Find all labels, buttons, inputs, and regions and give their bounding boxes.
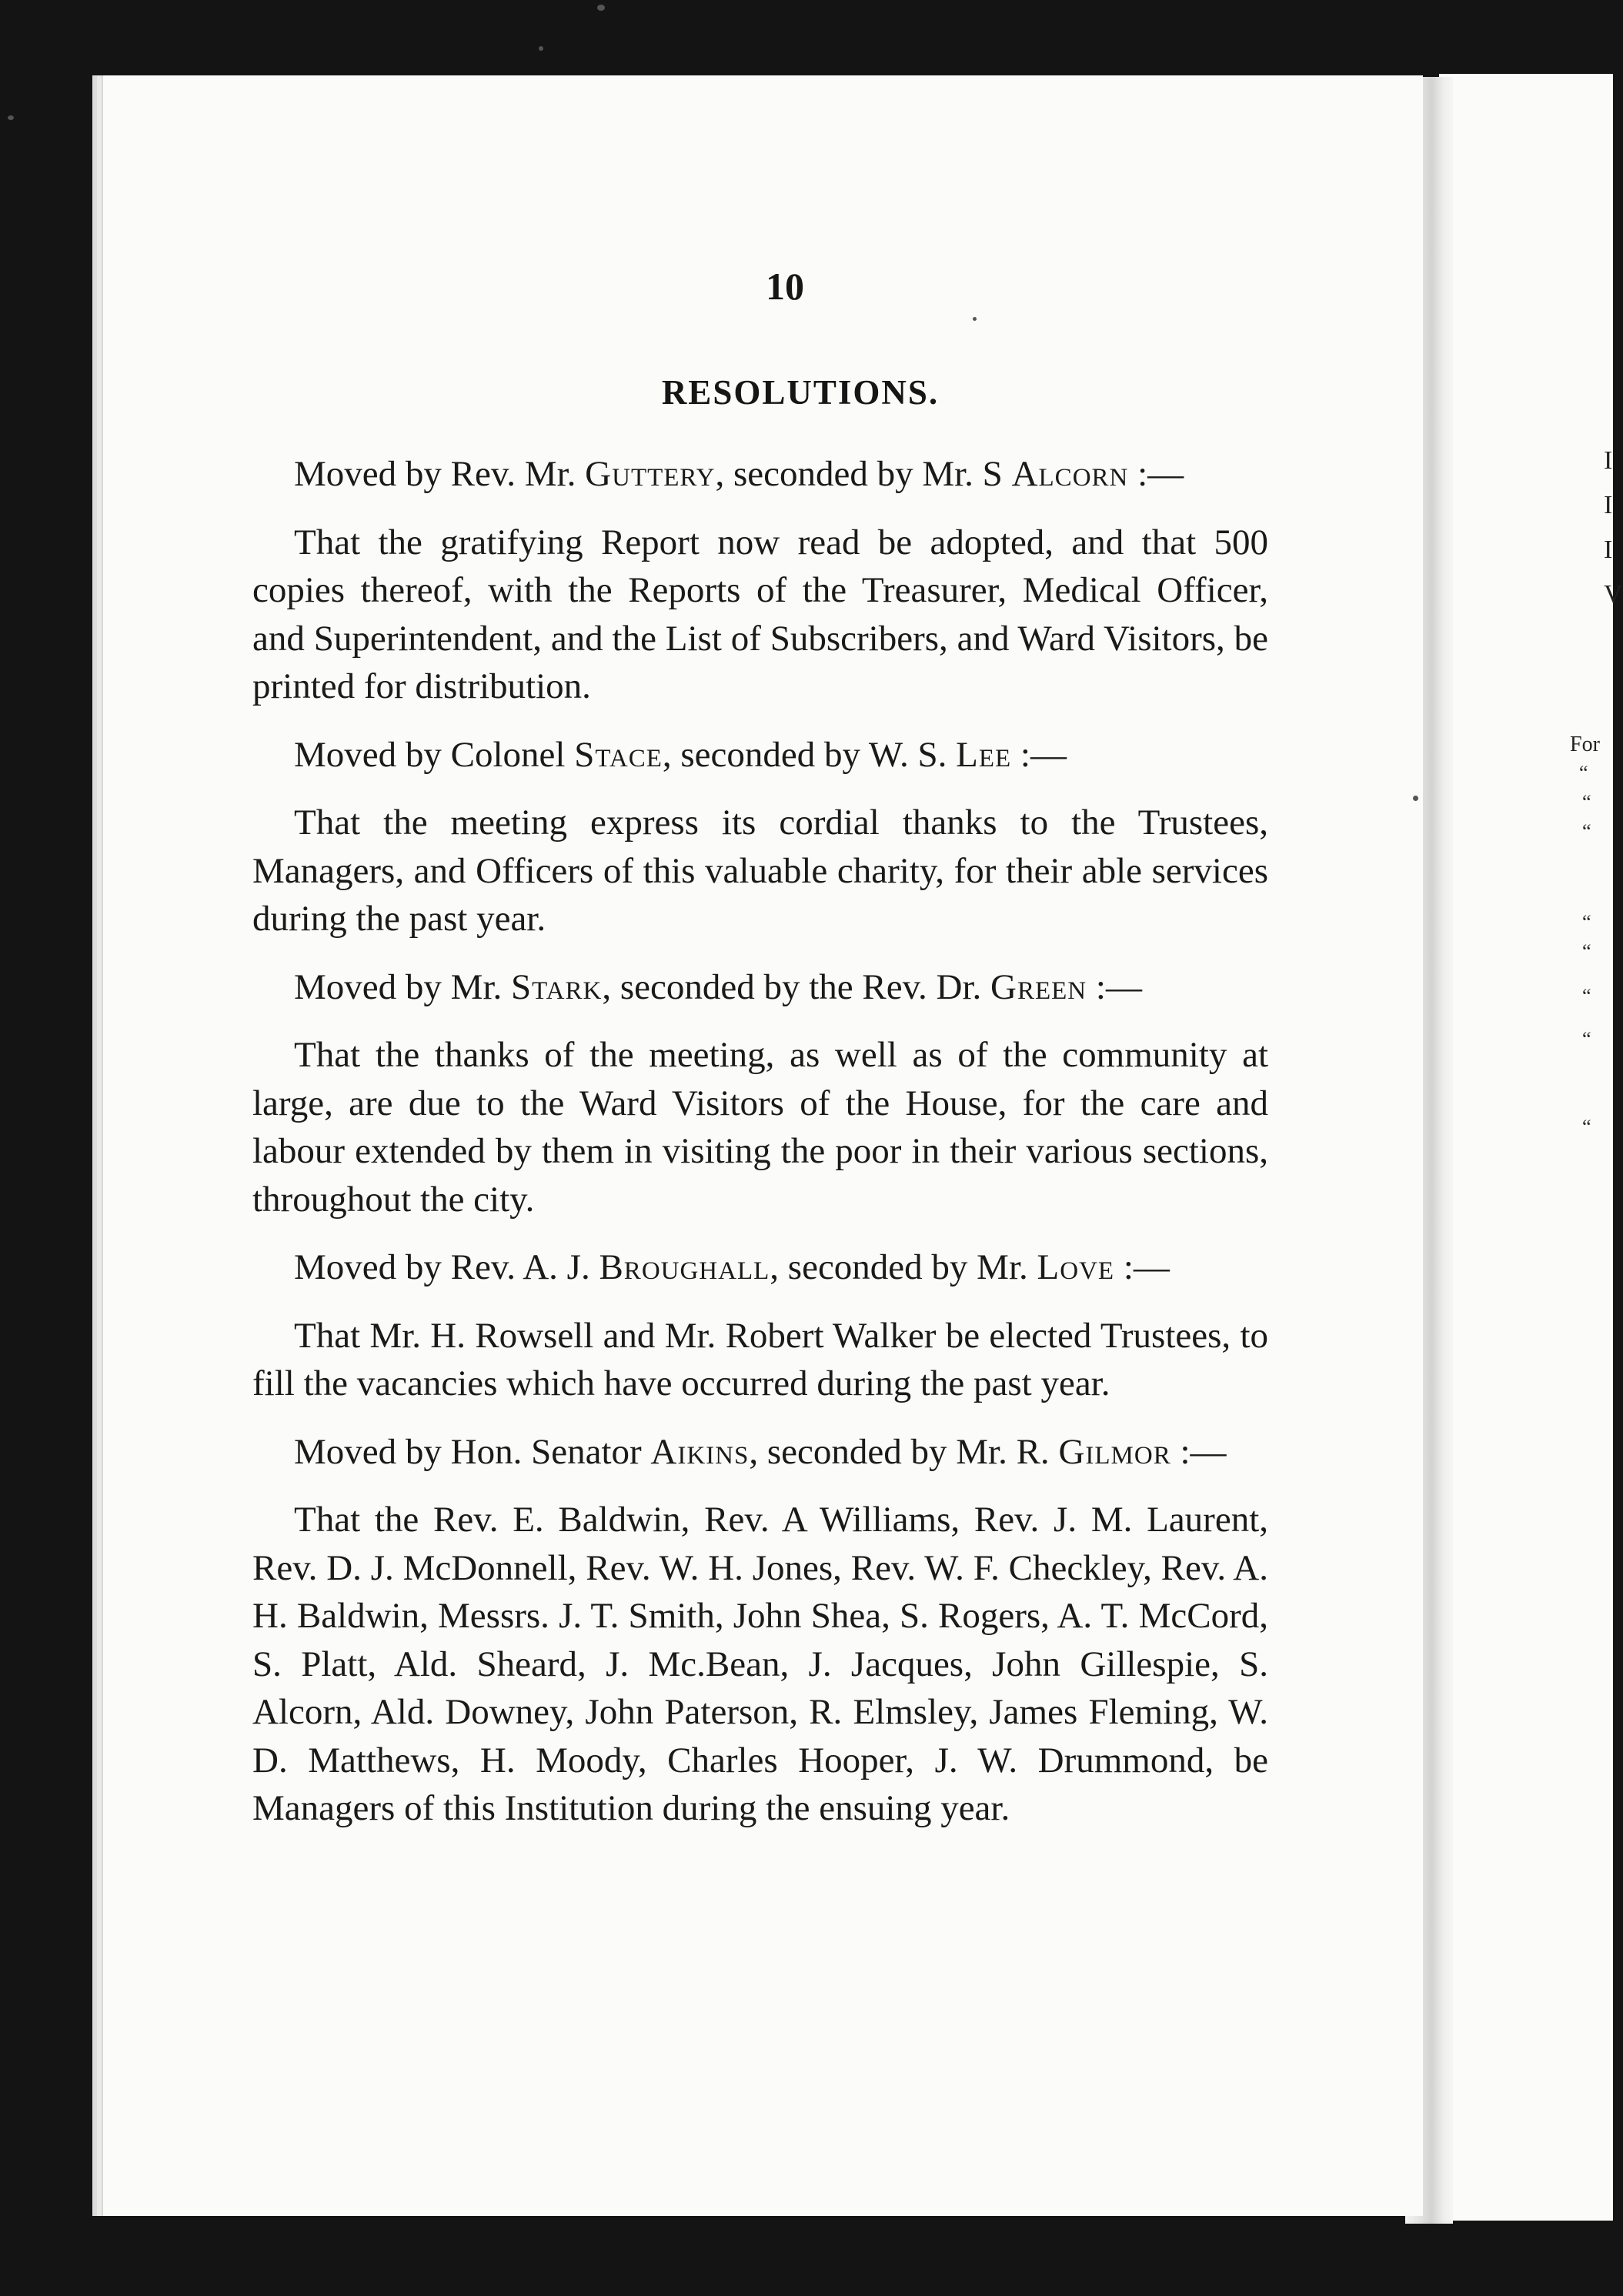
mover-name: Stark — [511, 966, 603, 1007]
ditto-mark: “ — [1582, 940, 1591, 963]
moved-prefix: Moved by Hon. Senator — [294, 1431, 651, 1472]
motion-line — [252, 1243, 1268, 1292]
resolution-text: That Mr. H. Rowsell and Mr. Robert Walker be elected Trustees, to fill the vacancies which have occurred during the past year. — [252, 1315, 1268, 1403]
motion-line — [252, 731, 1268, 779]
dust-speck — [973, 317, 977, 321]
dust-speck — [539, 46, 543, 51]
seconded-prefix: , seconded by W. S. — [662, 734, 957, 775]
dust-speck — [8, 115, 14, 120]
resolutions-body — [252, 450, 1268, 1853]
seconded-prefix: , seconded by the Rev. Dr. — [602, 966, 991, 1007]
resolution-text: That the gratifying Report now read be adopted, and that 500 copies thereof, with the Reports of the Treasurer, Medical Officer, and Superintendent, and the List of Subscribers, and Ward Visitors, be printed for distribution. — [252, 522, 1268, 706]
seconded-prefix: , seconded by Mr. S — [715, 454, 1012, 494]
dust-speck — [1413, 796, 1418, 801]
motion-line — [252, 450, 1268, 499]
mover-name: Guttery — [585, 454, 716, 494]
ditto-mark: “ — [1582, 791, 1591, 813]
resolution-text: That the meeting express its cordial thanks to the Trustees, Managers, and Officers of this valuable charity, for their able services during the past year. — [252, 803, 1268, 939]
section-title: RESOLUTIONS. — [661, 373, 940, 412]
seconder-name: Green — [990, 966, 1087, 1007]
mover-name: Broughall — [599, 1247, 770, 1287]
seconder-name: Alcorn — [1011, 454, 1129, 494]
seconder-name: Gilmor — [1058, 1431, 1171, 1472]
resolution-text: That the Rev. E. Baldwin, Rev. A Williams, Rev. J. M. Laurent, Rev. D. J. McDonnell, Rev. W. H. Jones, Rev. W. F. Checkley, Rev. A. H. Baldwin, Messrs. J. T. Smith, John Shea, S. Rogers, A. T. McCord, S. Platt, Ald. Sheard, J. Mc.Bean, J. Jacques, John Gillespie, S. Alcorn, Ald. Downey, John Paterson, R. Elmsley, James Fleming, W. D. Matthews, H. Moody, Charles Hooper, J. W. Drummond, be Managers of this Institution during the ensuing year. — [252, 1500, 1268, 1828]
ditto-mark: “ — [1582, 820, 1591, 843]
seconded-suffix: :— — [1011, 734, 1067, 775]
seconder-name: Love — [1037, 1247, 1115, 1287]
moved-prefix: Moved by Rev. Mr. — [294, 454, 586, 494]
facing-letter: I — [1604, 491, 1613, 519]
moved-prefix: Moved by Rev. A. J. — [294, 1247, 599, 1287]
motion-line — [252, 963, 1268, 1012]
ditto-mark: “ — [1582, 1028, 1591, 1050]
facing-letter: V — [1604, 580, 1623, 609]
resolution-text: That the thanks of the meeting, as well as of the community at large, are due to the Ward Visitors of the House, for the care and labour extended by them in visiting the poor in their various sections, throughout the city. — [252, 1035, 1268, 1220]
facing-letter: I — [1604, 536, 1613, 564]
seconder-name: Lee — [956, 734, 1012, 775]
ditto-mark: “ — [1582, 985, 1591, 1007]
ditto-mark: “ — [1579, 762, 1588, 784]
seconded-suffix: :— — [1128, 454, 1184, 494]
page-number: 10 — [766, 265, 804, 308]
seconded-suffix: :— — [1087, 966, 1142, 1007]
moved-prefix: Moved by Mr. — [294, 966, 511, 1007]
ditto-mark: “ — [1582, 911, 1591, 933]
ditto-mark: “ — [1582, 1116, 1591, 1138]
mover-name: Stace — [574, 734, 663, 775]
seconded-prefix: , seconded by Mr. — [770, 1247, 1037, 1287]
dust-speck — [597, 5, 605, 11]
mover-name: Aikins — [650, 1431, 750, 1472]
facing-letter: I — [1604, 446, 1613, 475]
seconded-prefix: , seconded by Mr. R. — [749, 1431, 1059, 1472]
moved-prefix: Moved by Colonel — [294, 734, 575, 775]
seconded-suffix: :— — [1114, 1247, 1170, 1287]
motion-line — [252, 1428, 1268, 1477]
facing-for-label: For — [1570, 733, 1600, 756]
facing-page — [1439, 74, 1613, 2221]
seconded-suffix: :— — [1170, 1431, 1227, 1472]
